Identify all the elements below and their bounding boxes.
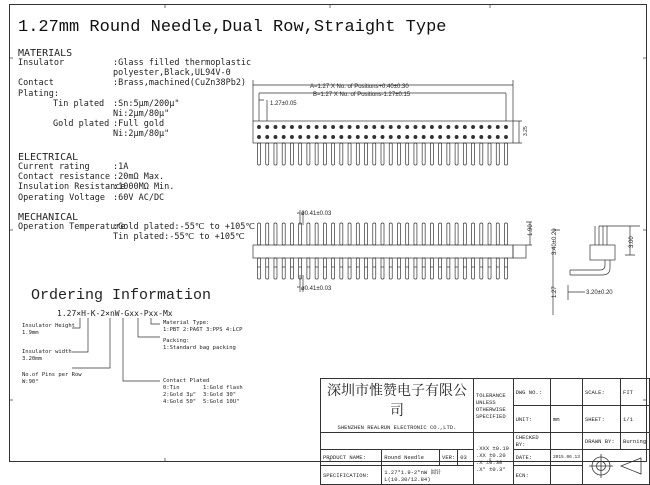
- pin: [274, 258, 277, 279]
- pin: [480, 143, 483, 165]
- spec-value: :Glass filled thermoplastic: [113, 58, 252, 68]
- pin: [488, 258, 491, 279]
- dwg-no-label: DWG NO.:: [513, 379, 550, 406]
- pin: [463, 143, 466, 165]
- pin-hole: [290, 125, 293, 128]
- dim-b: B=1.27 X No. of Positions-1.27±0.15: [313, 92, 411, 98]
- dim-dia-top: ø0.41±0.03: [301, 211, 332, 217]
- pin-hole: [364, 135, 367, 138]
- pin-hole: [290, 135, 293, 138]
- pin-hole: [463, 135, 466, 138]
- pin: [496, 223, 499, 245]
- pin-hole: [274, 135, 277, 138]
- pin: [463, 258, 466, 279]
- pin-hole: [257, 135, 260, 138]
- spec-label: Plating:: [18, 88, 59, 99]
- pin: [505, 223, 508, 245]
- pin-hole: [364, 125, 367, 128]
- pin-hole: [257, 125, 260, 128]
- ordering-leaders: [72, 318, 160, 381]
- pin: [282, 258, 285, 279]
- pin-hole: [488, 135, 491, 138]
- mechanical-heading: MECHANICAL: [18, 212, 79, 223]
- pin: [323, 223, 326, 245]
- pin-hole: [340, 135, 343, 138]
- pin-hole: [447, 135, 450, 138]
- pin-hole: [422, 125, 425, 128]
- pin-hole: [422, 135, 425, 138]
- pin-hole: [471, 125, 474, 128]
- insulator-width-note: Insulator width 3.20mm: [22, 349, 72, 362]
- pin: [472, 223, 475, 245]
- pin-hole: [348, 125, 351, 128]
- drawn-value: Burning: [621, 433, 650, 450]
- pin-hole: [463, 125, 466, 128]
- spec-label: Insulation Resistance: [18, 182, 126, 193]
- sheet-value: 1/1: [621, 406, 650, 433]
- pin-hole: [480, 135, 483, 138]
- pin: [430, 258, 433, 279]
- pin: [323, 143, 326, 165]
- pins-note: No.of Pins per Row W:90°: [22, 372, 82, 385]
- pin: [414, 143, 417, 165]
- spec-label: Operating Voltage: [18, 192, 105, 203]
- tolerance-note: TOLERANCE UNLESS OTHERWISE SPECIFIED: [473, 379, 513, 433]
- pin-hole: [455, 125, 458, 128]
- pin: [340, 223, 343, 245]
- pin: [406, 223, 409, 245]
- pin: [455, 258, 458, 279]
- pin-hole: [348, 135, 351, 138]
- pin-hole: [480, 125, 483, 128]
- pin: [365, 258, 368, 279]
- pin-hole: [332, 125, 335, 128]
- pin-hole: [299, 125, 302, 128]
- pin: [332, 258, 335, 279]
- pin: [480, 223, 483, 245]
- pin-hole: [397, 135, 400, 138]
- spec-value: :Sn:5μm/200μ": [113, 98, 180, 109]
- pin: [439, 143, 442, 165]
- spec-label: Contact: [18, 78, 54, 89]
- pin: [430, 223, 433, 245]
- pin-hole: [315, 135, 318, 138]
- pin: [430, 143, 433, 165]
- dim-side-top: 3.00: [629, 236, 635, 248]
- spec-value: :Gold plated:-55℃ to +105℃: [113, 222, 255, 232]
- pin-hole: [282, 125, 285, 128]
- insulator-height-note: Insulator Height 1.9mm: [22, 323, 75, 336]
- tolerance-values: .XXX ±0.10 .XX ±0.20 .X ±0.30 .X° ±0.3°: [473, 433, 513, 485]
- pin: [505, 258, 508, 279]
- ordering-code: 1.27×H-K-2×nW-Gxx-Pxx-Mx: [57, 309, 173, 318]
- pin: [496, 143, 499, 165]
- spec-label: Current rating: [18, 162, 90, 172]
- page-title: 1.27mm Round Needle,Dual Row,Straight Type: [18, 18, 447, 37]
- spec-label: Gold plated: [53, 119, 110, 130]
- pin: [290, 143, 293, 165]
- pin: [315, 258, 318, 279]
- pin-hole: [447, 125, 450, 128]
- pin: [397, 223, 400, 245]
- pin: [266, 223, 269, 245]
- pin: [315, 143, 318, 165]
- pin-hole: [373, 135, 376, 138]
- pin: [439, 258, 442, 279]
- product-label: PRODUCT NAME:: [321, 450, 382, 466]
- pin: [348, 223, 351, 245]
- pin: [414, 223, 417, 245]
- pin-hole: [381, 125, 384, 128]
- drawn-label: DRAWN BY:: [582, 433, 620, 450]
- pin-hole: [439, 125, 442, 128]
- spec-label: Insulator: [18, 58, 65, 68]
- packing-note: Packing: 1:Standard bag packing: [163, 338, 236, 351]
- pin: [480, 258, 483, 279]
- pin: [307, 258, 310, 279]
- date-value: 2015.06.13: [550, 450, 582, 466]
- pin: [258, 143, 261, 165]
- pin: [381, 223, 384, 245]
- pin: [258, 223, 261, 245]
- pin-hole: [406, 125, 409, 128]
- pin: [447, 223, 450, 245]
- plated-note: Contact Plated 0:Tin 1:Gold flash 2:Gold 3μ" 3:Gold 30" 4:Gold 50" 5:Gold 10U": [163, 378, 243, 405]
- pin-hole: [373, 125, 376, 128]
- pin: [274, 223, 277, 245]
- pin: [397, 258, 400, 279]
- pin: [307, 223, 310, 245]
- pin-hole: [455, 135, 458, 138]
- pin: [472, 143, 475, 165]
- pin: [290, 223, 293, 245]
- pin-hole: [406, 135, 409, 138]
- projection-symbol: [582, 450, 649, 485]
- unit-value: mm: [550, 406, 582, 433]
- ver-value: 03: [458, 450, 474, 466]
- materials-heading: MATERIALS: [18, 48, 73, 59]
- spec-value: :20mΩ Max.: [113, 172, 165, 183]
- pin-hole: [307, 135, 310, 138]
- pin: [282, 143, 285, 165]
- top-view: [253, 80, 529, 165]
- checked-label: CHECKED BY:: [513, 433, 550, 450]
- pin-hole: [414, 135, 417, 138]
- pin: [422, 223, 425, 245]
- pin: [266, 143, 269, 165]
- pin: [381, 258, 384, 279]
- pin-hole: [381, 135, 384, 138]
- pin: [488, 223, 491, 245]
- pin-hole: [471, 135, 474, 138]
- pin-hole: [397, 125, 400, 128]
- spec-value: Ni:2μm/80μ": [113, 109, 170, 119]
- pin-hole: [504, 125, 507, 128]
- pin-hole: [496, 125, 499, 128]
- pin-hole: [488, 125, 491, 128]
- pin: [447, 143, 450, 165]
- pin-hole: [332, 135, 335, 138]
- dim-side-pitch: 1.27: [552, 286, 558, 298]
- scale-label: SCALE:: [582, 379, 620, 406]
- pin: [373, 223, 376, 245]
- pin: [389, 223, 392, 245]
- pin: [406, 258, 409, 279]
- dim-side-height: 3.40±0.20: [552, 228, 558, 255]
- pin: [290, 258, 293, 279]
- pin: [389, 143, 392, 165]
- pin: [488, 143, 491, 165]
- pin: [406, 143, 409, 165]
- pin: [340, 143, 343, 165]
- pin: [455, 143, 458, 165]
- dim-a: A=1.27 X No. of Positions+0.40±0.30: [310, 84, 409, 90]
- pin-hole: [504, 135, 507, 138]
- electrical-heading: ELECTRICAL: [18, 152, 79, 163]
- dim-height: 3.25: [523, 126, 529, 136]
- pin-hole: [266, 135, 269, 138]
- pin-hole: [389, 135, 392, 138]
- pin: [274, 143, 277, 165]
- pin-hole: [307, 125, 310, 128]
- date-label: DATE:: [513, 450, 550, 466]
- pin-hole: [315, 125, 318, 128]
- pin: [365, 223, 368, 245]
- pin: [258, 258, 261, 279]
- pin: [373, 143, 376, 165]
- pin: [340, 258, 343, 279]
- pin-hole: [323, 125, 326, 128]
- dim-1-90: 1.90: [528, 224, 534, 236]
- dim-pitch: 1.27±0.05: [270, 101, 297, 107]
- pin-hole: [340, 125, 343, 128]
- pin-hole: [323, 135, 326, 138]
- pin: [447, 258, 450, 279]
- pin: [356, 143, 359, 165]
- dim-dia-bottom: ø0.41±0.03: [301, 286, 332, 292]
- spec-value: :60V AC/DC: [113, 192, 165, 203]
- material-note: Material Type: 1:PBT 2:PA6T 3:PPS 4:LCP: [163, 320, 243, 333]
- pin: [439, 223, 442, 245]
- pin: [266, 258, 269, 279]
- pin-hole: [414, 125, 417, 128]
- pin: [472, 258, 475, 279]
- pin: [348, 143, 351, 165]
- ecn-label: ECN:: [513, 466, 550, 485]
- pin: [365, 143, 368, 165]
- spec-value: :1A: [113, 162, 129, 172]
- company-cn: 深圳市惟赞电子有限公司: [326, 383, 467, 419]
- pin: [323, 258, 326, 279]
- pin: [463, 223, 466, 245]
- title-block: [320, 378, 650, 485]
- pin: [348, 258, 351, 279]
- pin: [505, 143, 508, 165]
- pin: [282, 223, 285, 245]
- spec-value: polyester,Black,UL94V-0: [113, 68, 231, 79]
- pin: [315, 223, 318, 245]
- front-view: [253, 210, 534, 292]
- pin: [381, 143, 384, 165]
- pin: [422, 258, 425, 279]
- unit-label: UNIT:: [513, 406, 550, 433]
- side-view: [552, 226, 640, 315]
- spec-label: Tin plated: [53, 98, 105, 109]
- pin-hole: [389, 125, 392, 128]
- pin-hole: [282, 135, 285, 138]
- pin: [373, 258, 376, 279]
- spec-value: Tin plated:-55℃ to +105℃: [113, 232, 245, 243]
- pin-hole: [356, 135, 359, 138]
- pin: [496, 258, 499, 279]
- spec-value: 1.27*1.9-2*nW 圆针 L(10.30/12.84): [382, 466, 474, 485]
- spec-label: Contact resistance: [18, 172, 111, 183]
- dim-side-width: 3.20±0.20: [586, 290, 613, 296]
- pin-hole: [430, 125, 433, 128]
- pin-hole: [356, 125, 359, 128]
- pin-hole: [439, 135, 442, 138]
- pin: [356, 223, 359, 245]
- pin: [397, 143, 400, 165]
- company-en: SHENZHEN REALRUN ELECTRONIC CO.,LTD.: [337, 424, 457, 431]
- spec-value: :Full gold: [113, 119, 165, 130]
- pin-hole: [299, 135, 302, 138]
- pin: [422, 143, 425, 165]
- pin: [307, 143, 310, 165]
- spec-label: Operation Temperature: [18, 222, 126, 232]
- spec-value: :1000MΩ Min.: [113, 182, 175, 193]
- pin-hole: [430, 135, 433, 138]
- spec-label: SPECIFICATION:: [321, 466, 382, 485]
- pin-hole: [266, 125, 269, 128]
- pin: [332, 223, 335, 245]
- pin-hole: [496, 135, 499, 138]
- spec-value: :Brass,machined(CuZn38Pb2): [113, 78, 247, 89]
- pin-hole: [274, 125, 277, 128]
- pin: [414, 258, 417, 279]
- ordering-title: Ordering Information: [31, 287, 212, 304]
- pin: [455, 223, 458, 245]
- pin: [356, 258, 359, 279]
- product-value: Round Needle: [382, 450, 440, 466]
- pin: [299, 143, 302, 165]
- pin: [332, 143, 335, 165]
- sheet-label: SHEET:: [582, 406, 620, 433]
- ver-label: VER:: [440, 450, 458, 466]
- pin: [299, 223, 302, 245]
- pin: [389, 258, 392, 279]
- scale-value: FIT: [621, 379, 650, 406]
- dwg-no-value: [550, 379, 582, 406]
- spec-value: Ni:2μm/80μ": [113, 129, 170, 140]
